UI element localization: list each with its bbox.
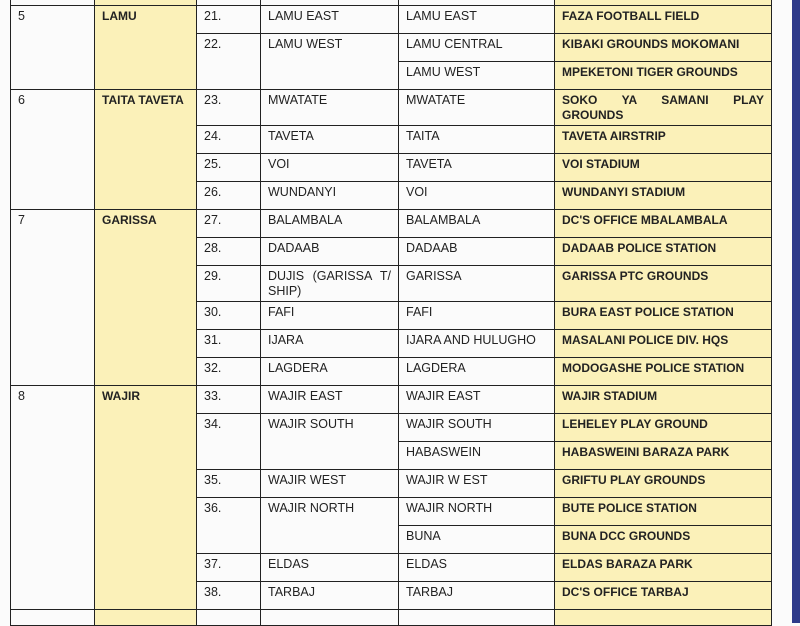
ward-cell: LAGDERA	[399, 358, 555, 386]
ward-cell: LAMU CENTRAL	[399, 34, 555, 62]
table-bottom-stub-row	[11, 610, 772, 626]
constituency-number-cell: 26.	[197, 182, 261, 210]
constituency-name-cell: TARBAJ	[261, 582, 399, 610]
ward-cell: DADAAB	[399, 238, 555, 266]
venue-table	[10, 0, 772, 626]
ward-cell: BALAMBALA	[399, 210, 555, 238]
constituency-number-cell: 27.	[197, 210, 261, 238]
constituency-number-cell: 34.	[197, 414, 261, 470]
ward-cell: HABASWEIN	[399, 442, 555, 470]
constituency-name-cell: WAJIR WEST	[261, 470, 399, 498]
group-number-cell: 6	[11, 90, 95, 210]
venue-cell: BUNA DCC GROUNDS	[555, 526, 772, 554]
venue-cell: FAZA FOOTBALL FIELD	[555, 6, 772, 34]
table-row	[11, 90, 772, 126]
venue-cell: DC'S OFFICE TARBAJ	[555, 582, 772, 610]
constituency-number-cell: 24.	[197, 126, 261, 154]
venue-cell: VOI STADIUM	[555, 154, 772, 182]
constituency-number-cell: 25.	[197, 154, 261, 182]
venue-cell: WAJIR STADIUM	[555, 386, 772, 414]
venue-cell: MPEKETONI TIGER GROUNDS	[555, 62, 772, 90]
ward-cell: WAJIR EAST	[399, 386, 555, 414]
constituency-number-cell: 35.	[197, 470, 261, 498]
table-row	[11, 386, 772, 414]
ward-cell: FAFI	[399, 302, 555, 330]
venue-table-body	[11, 0, 772, 626]
venue-cell: BUTE POLICE STATION	[555, 498, 772, 526]
constituency-name-cell: LAMU EAST	[261, 6, 399, 34]
constituency-name-cell: DADAAB	[261, 238, 399, 266]
venue-cell: DADAAB POLICE STATION	[555, 238, 772, 266]
venue-cell: LEHELEY PLAY GROUND	[555, 414, 772, 442]
county-cell: TAITA TAVETA	[95, 90, 197, 210]
ward-cell: WAJIR SOUTH	[399, 414, 555, 442]
ward-cell: MWATATE	[399, 90, 555, 126]
constituency-number-cell: 23.	[197, 90, 261, 126]
group-number-cell: 5	[11, 6, 95, 90]
constituency-name-cell: ELDAS	[261, 554, 399, 582]
constituency-number-cell: 22.	[197, 34, 261, 90]
venue-cell: DC'S OFFICE MBALAMBALA	[555, 210, 772, 238]
venue-cell: BURA EAST POLICE STATION	[555, 302, 772, 330]
constituency-number-cell: 29.	[197, 266, 261, 302]
constituency-name-cell: DUJIS (GARISSA T/ SHIP)	[261, 266, 399, 302]
venue-cell: TAVETA AIRSTRIP	[555, 126, 772, 154]
venue-cell: WUNDANYI STADIUM	[555, 182, 772, 210]
group-number-cell: 8	[11, 386, 95, 610]
venue-cell: GARISSA PTC GROUNDS	[555, 266, 772, 302]
constituency-number-cell: 31.	[197, 330, 261, 358]
venue-cell: MASALANI POLICE DIV. HQS	[555, 330, 772, 358]
ward-cell: LAMU WEST	[399, 62, 555, 90]
table-row	[11, 210, 772, 238]
constituency-number-cell: 32.	[197, 358, 261, 386]
ward-cell: WAJIR NORTH	[399, 498, 555, 526]
constituency-name-cell: LAGDERA	[261, 358, 399, 386]
ward-cell: TAVETA	[399, 154, 555, 182]
venue-cell: HABASWEINI BARAZA PARK	[555, 442, 772, 470]
ward-cell: TARBAJ	[399, 582, 555, 610]
constituency-name-cell: MWATATE	[261, 90, 399, 126]
constituency-name-cell: WAJIR NORTH	[261, 498, 399, 554]
constituency-name-cell: BALAMBALA	[261, 210, 399, 238]
constituency-number-cell: 37.	[197, 554, 261, 582]
constituency-number-cell: 33.	[197, 386, 261, 414]
venue-cell: SOKO YA SAMANI PLAY GROUNDS	[555, 90, 772, 126]
table-row	[11, 6, 772, 34]
ward-cell: TAITA	[399, 126, 555, 154]
county-cell: GARISSA	[95, 210, 197, 386]
page-edge-band	[792, 0, 800, 623]
constituency-number-cell: 21.	[197, 6, 261, 34]
ward-cell: WAJIR W EST	[399, 470, 555, 498]
constituency-name-cell: FAFI	[261, 302, 399, 330]
venue-cell: KIBAKI GROUNDS MOKOMANI	[555, 34, 772, 62]
venue-cell: GRIFTU PLAY GROUNDS	[555, 470, 772, 498]
group-number-cell: 7	[11, 210, 95, 386]
constituency-name-cell: WAJIR EAST	[261, 386, 399, 414]
venue-cell: ELDAS BARAZA PARK	[555, 554, 772, 582]
constituency-number-cell: 28.	[197, 238, 261, 266]
constituency-number-cell: 36.	[197, 498, 261, 554]
ward-cell: BUNA	[399, 526, 555, 554]
constituency-number-cell: 38.	[197, 582, 261, 610]
constituency-name-cell: WAJIR SOUTH	[261, 414, 399, 470]
constituency-name-cell: TAVETA	[261, 126, 399, 154]
ward-cell: IJARA AND HULUGHO	[399, 330, 555, 358]
ward-cell: GARISSA	[399, 266, 555, 302]
county-cell: LAMU	[95, 6, 197, 90]
constituency-name-cell: WUNDANYI	[261, 182, 399, 210]
constituency-number-cell: 30.	[197, 302, 261, 330]
venue-cell: MODOGASHE POLICE STATION	[555, 358, 772, 386]
ward-cell: ELDAS	[399, 554, 555, 582]
constituency-name-cell: VOI	[261, 154, 399, 182]
county-cell: WAJIR	[95, 386, 197, 610]
ward-cell: VOI	[399, 182, 555, 210]
ward-cell: LAMU EAST	[399, 6, 555, 34]
constituency-name-cell: LAMU WEST	[261, 34, 399, 90]
constituency-name-cell: IJARA	[261, 330, 399, 358]
